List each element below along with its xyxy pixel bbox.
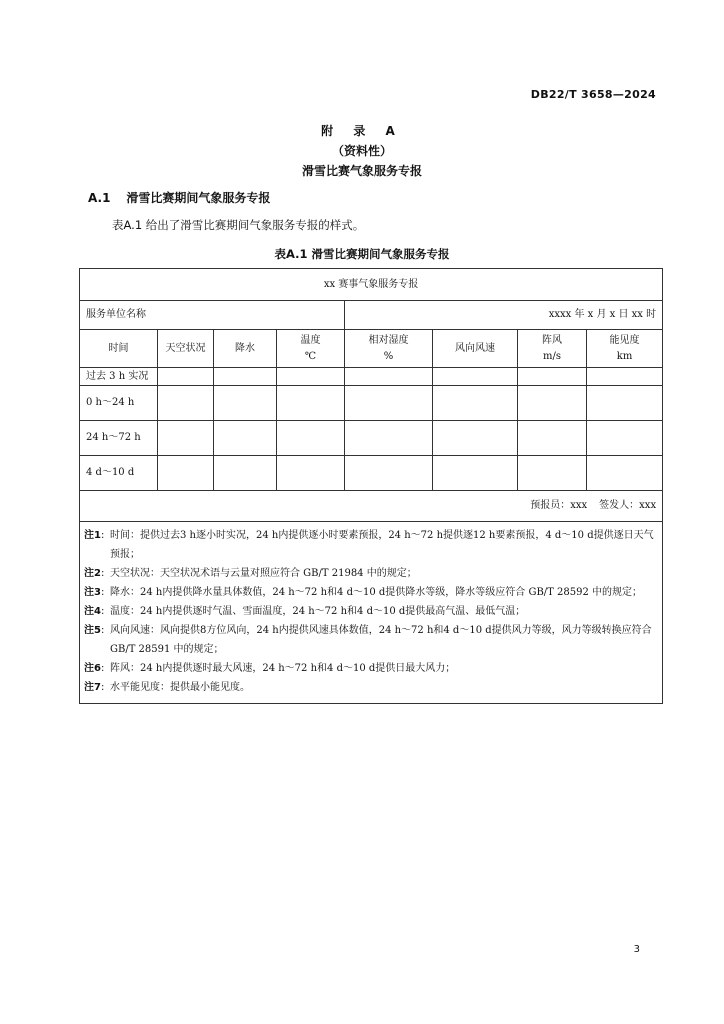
note-6 [84,659,654,678]
signer-row [80,491,663,522]
note-text: 风向风速：风向提供8方位风向，24 h内提供风速具体数值，24 h～72 h和4 d～10 d提供风力等级，风力等级转换应符合 GB/T 28591 中的规定； [110,625,652,655]
table-row [80,386,663,421]
table-caption: 表A.1 滑雪比赛期间气象服务专报 [274,247,450,261]
appendix-name: 滑雪比赛气象服务专报 [301,164,422,178]
service-unit-label: 服务单位名称 [80,301,345,330]
weather-report-table [79,268,663,704]
table-row [80,421,663,456]
note-label: 注6 : [84,659,104,678]
note-2 [84,564,654,583]
note-text: 天空状况：天空状况术语与云量对照应符合 GB/T 21984 中的规定； [110,568,417,579]
note-label: 注3 : [84,583,104,602]
note-3 [84,583,654,602]
forecaster-label: 预报员：xxx [530,500,588,511]
note-label: 注7 : [84,678,104,697]
note-text: 温度：24 h内提供逐时气温、雪面温度，24 h～72 h和4 d～10 d提供最高气温、最低气温； [110,606,526,617]
note-text: 降水：24 h内提供降水量具体数值，24 h～72 h和4 d～10 d提供降水等级，降水等级应符合 GB/T 28592 中的规定； [110,587,643,598]
note-label: 注1 : [84,526,104,545]
header-gust: 阵风 m/s [518,330,587,368]
note-text: 阵风：24 h内提供逐时最大风速，24 h～72 h和4 d～10 d提供日最大风力； [110,663,456,674]
note-7 [84,678,654,697]
header-humidity: 相对湿度 % [345,330,433,368]
header-precip: 降水 [214,330,277,368]
section-number: A.1 [88,191,111,205]
section-heading [88,189,270,206]
unit-row [80,301,663,330]
notes [80,522,663,704]
row-label: 4 d～10 d [80,456,158,491]
intro-paragraph: 表A.1 给出了滑雪比赛期间气象服务专报的样式。 [112,218,365,232]
header-row [80,330,663,368]
row-label: 过去 3 h 实况 [80,368,158,386]
header-wind: 风向风速 [433,330,518,368]
row-label: 24 h～72 h [80,421,158,456]
table-title-row [80,269,663,301]
header-visibility: 能见度 km [587,330,663,368]
page-number: 3 [633,944,640,955]
header-temp: 温度 ℃ [277,330,345,368]
signer-label: 签发人：xxx [599,500,657,511]
report-date: xxxx 年 x 月 x 日 xx 时 [345,301,663,330]
row-label: 0 h～24 h [80,386,158,421]
appendix-title: 附 录 A [321,124,403,138]
note-4 [84,602,654,621]
note-5 [84,621,654,659]
appendix-type: （资料性） [331,144,392,158]
table-row [80,456,663,491]
note-label: 注5 : [84,621,104,640]
notes-row [80,522,663,704]
standard-code: DB22/T 3658—2024 [530,88,656,101]
note-1 [84,526,654,564]
note-text: 水平能见度：提供最小能见度。 [110,682,250,693]
table-row [80,368,663,386]
note-label: 注4 : [84,602,104,621]
report-title: xx 赛事气象服务专报 [80,269,663,301]
section-title: 滑雪比赛期间气象服务专报 [126,191,271,205]
note-label: 注2 : [84,564,104,583]
header-time: 时间 [80,330,158,368]
note-text: 时间：提供过去3 h逐小时实况，24 h内提供逐小时要素预报，24 h～72 h提供逐12 h要素预报，4 d～10 d提供逐日天气预报； [110,530,654,560]
header-sky: 天空状况 [158,330,214,368]
